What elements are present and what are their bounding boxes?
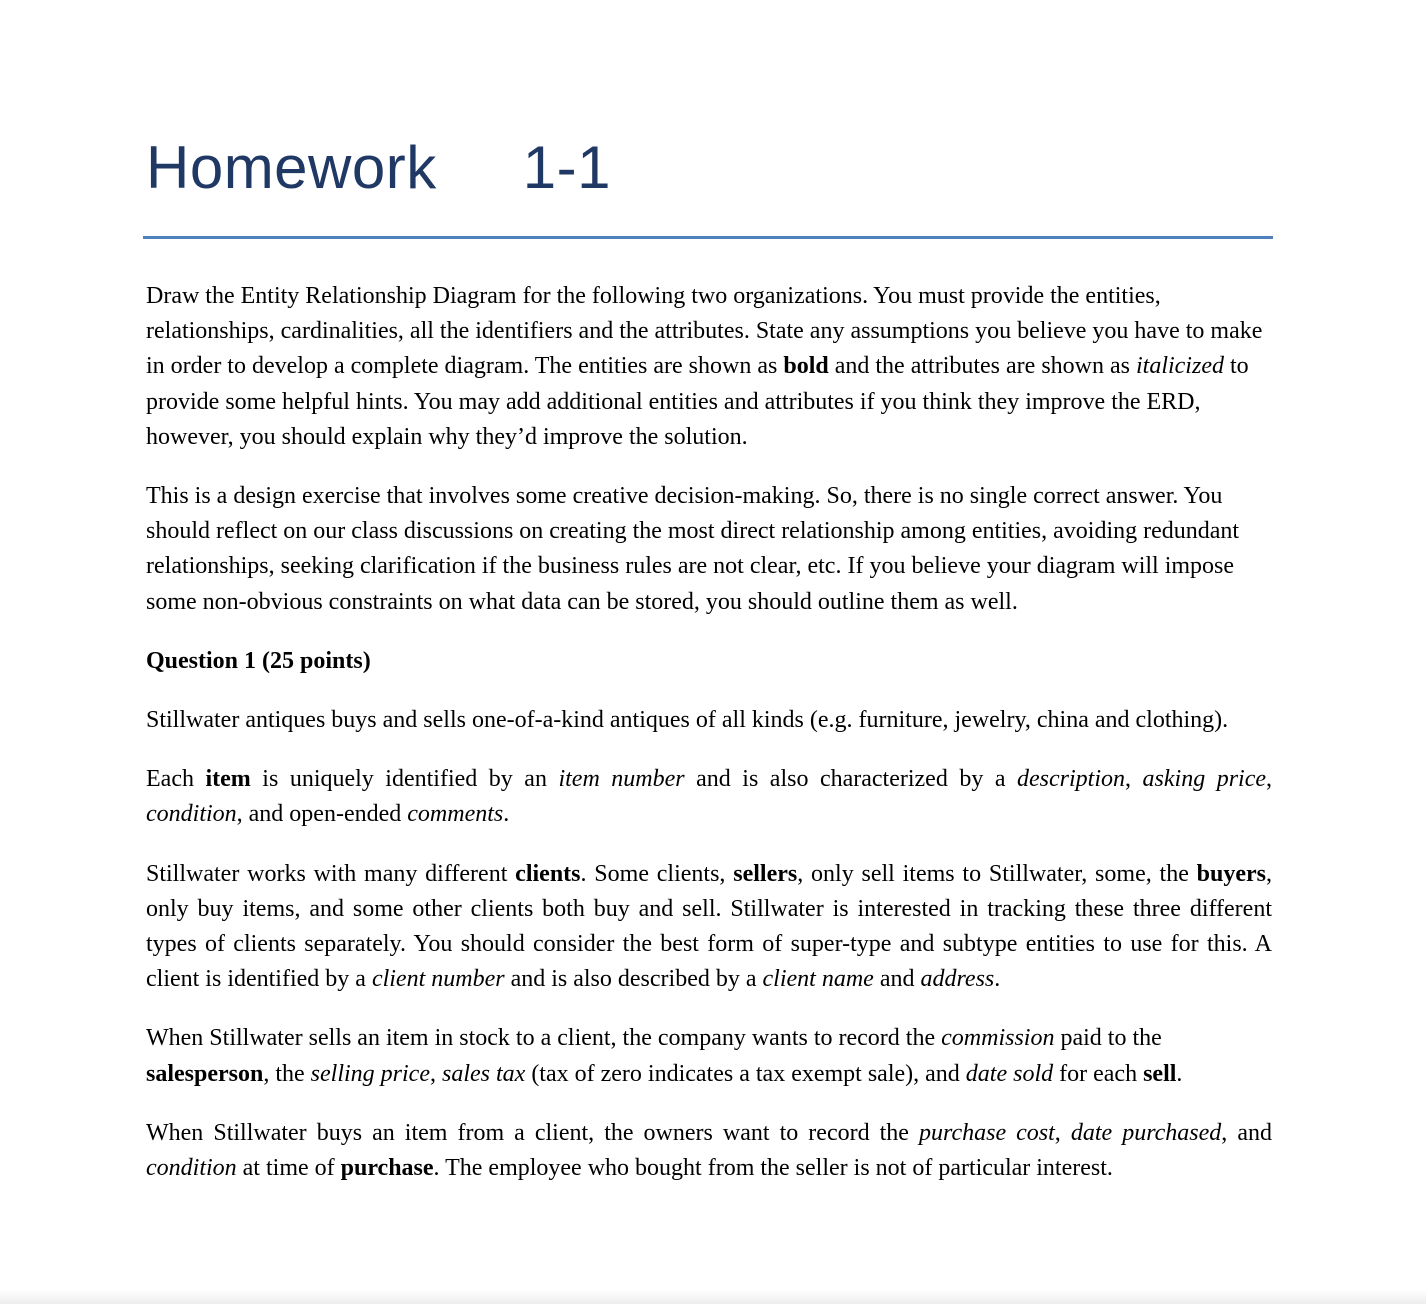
entity-purchase: purchase	[340, 1155, 434, 1182]
question-heading: Question 1 (25 points)	[146, 647, 371, 674]
sell-text: for each	[1053, 1060, 1144, 1087]
title-divider	[143, 236, 1273, 239]
attribute-address: address	[920, 966, 995, 993]
item-text: is uniquely identified by an	[250, 766, 559, 793]
page-bottom-shadow	[0, 1290, 1426, 1304]
attribute-item-number: item number	[558, 766, 685, 793]
purchase-text: , and	[1221, 1119, 1272, 1146]
exercise-paragraph: This is a design exercise that involves some creative decision-making. So, there is no single correct answer. You should reflect on our class discussions on creating the most direct relationship among entities, avoiding redundant relationships, seeking clarification if the business rules are not clear, etc. If you believe your diagram will impose some non-obvious constraints on what data can be stored, you should outline them as well.	[146, 483, 1240, 615]
attribute-asking-price: asking price	[1142, 766, 1267, 793]
clients-text: . Some clients,	[580, 860, 734, 887]
sell-text: , the	[263, 1060, 311, 1087]
attribute-date-sold: date sold	[965, 1060, 1054, 1087]
stillwater-paragraph: Stillwater antiques buys and sells one-of-a-kind antiques of all kinds (e.g. furniture, jewelry, china and clothing).	[146, 707, 1229, 734]
sell-text: When Stillwater sells an item in stock to a client, the company wants to record the	[146, 1025, 942, 1052]
clients-text: .	[994, 966, 1001, 993]
sell-text: .	[1176, 1060, 1183, 1087]
clients-text: Stillwater works with many different	[146, 860, 516, 887]
item-paragraph	[146, 762, 1272, 832]
intro-paragraph	[146, 279, 1272, 455]
attribute-sales-tax: sales tax	[441, 1060, 526, 1087]
clients-text: , only buy items, and some other clients both buy and sell. Stillwater is interested in tracking these three different types of clients separately. You should consider the best form of super-type and subtype entities to use for this. A client is identified by a	[146, 860, 1272, 993]
entity-item: item	[205, 766, 251, 793]
entity-buyers: buyers	[1196, 860, 1266, 887]
attribute-commission: commission	[941, 1025, 1055, 1052]
attribute-date-purchased: date purchased	[1070, 1119, 1222, 1146]
item-text: ,	[1266, 766, 1273, 793]
attribute-client-number: client number	[371, 966, 505, 993]
entity-sell: sell	[1143, 1060, 1177, 1087]
attribute-purchase-cost: purchase cost	[919, 1119, 1055, 1146]
clients-text: and is also described by a	[504, 966, 763, 993]
item-text: .	[503, 801, 510, 828]
intro-text-1: Draw the Entity Relationship Diagram for the following two organizations. You must provide the entities, relationships, cardinalities, all the identifiers and the attributes. State any assumptions you believe you have to make in order to develop a complete diagram. The entities are shown as	[146, 283, 1263, 380]
clients-text: , only sell items to Stillwater, some, the	[797, 860, 1197, 887]
entity-clients: clients	[515, 860, 581, 887]
item-text: and is also characterized by a	[684, 766, 1018, 793]
attribute-purchase-condition: condition	[146, 1155, 237, 1182]
intro-bold-word: bold	[783, 353, 829, 380]
attribute-selling-price: selling price	[310, 1060, 430, 1087]
clients-paragraph	[146, 857, 1272, 998]
sell-text: paid to the	[1054, 1025, 1162, 1052]
sell-text: (tax of zero indicates a tax exempt sale), and	[525, 1060, 966, 1087]
attribute-comments: comments	[407, 801, 504, 828]
purchase-text: at time of	[236, 1155, 341, 1182]
intro-text-2: and the attributes are shown as	[828, 353, 1136, 380]
purchase-text: When Stillwater buys an item from a client, the owners want to record the	[146, 1119, 919, 1146]
item-text: ,	[1125, 766, 1143, 793]
entity-sellers: sellers	[733, 860, 798, 887]
purchase-text: . The employee who bought from the seller is not of particular interest.	[433, 1155, 1113, 1182]
purchase-paragraph	[146, 1116, 1272, 1186]
purchase-text: ,	[1054, 1119, 1071, 1146]
item-text: Each	[146, 766, 206, 793]
attribute-condition: condition	[146, 801, 237, 828]
title-word: Homework	[146, 134, 437, 201]
clients-text: and	[873, 966, 921, 993]
entity-salesperson: salesperson	[146, 1060, 264, 1087]
item-text: , and open-ended	[236, 801, 408, 828]
document-title	[146, 128, 611, 208]
intro-italic-word: italicized	[1135, 353, 1224, 380]
sell-paragraph	[146, 1021, 1272, 1091]
document-body	[146, 279, 1272, 1210]
attribute-client-name: client name	[762, 966, 874, 993]
sell-text: ,	[429, 1060, 442, 1087]
title-number: 1-1	[522, 134, 611, 201]
attribute-description: description	[1017, 766, 1126, 793]
intro-text-3: to provide some helpful hints. You may add additional entities and attributes if you think they improve the ERD, however, you should explain why they’d improve the solution.	[146, 353, 1249, 450]
